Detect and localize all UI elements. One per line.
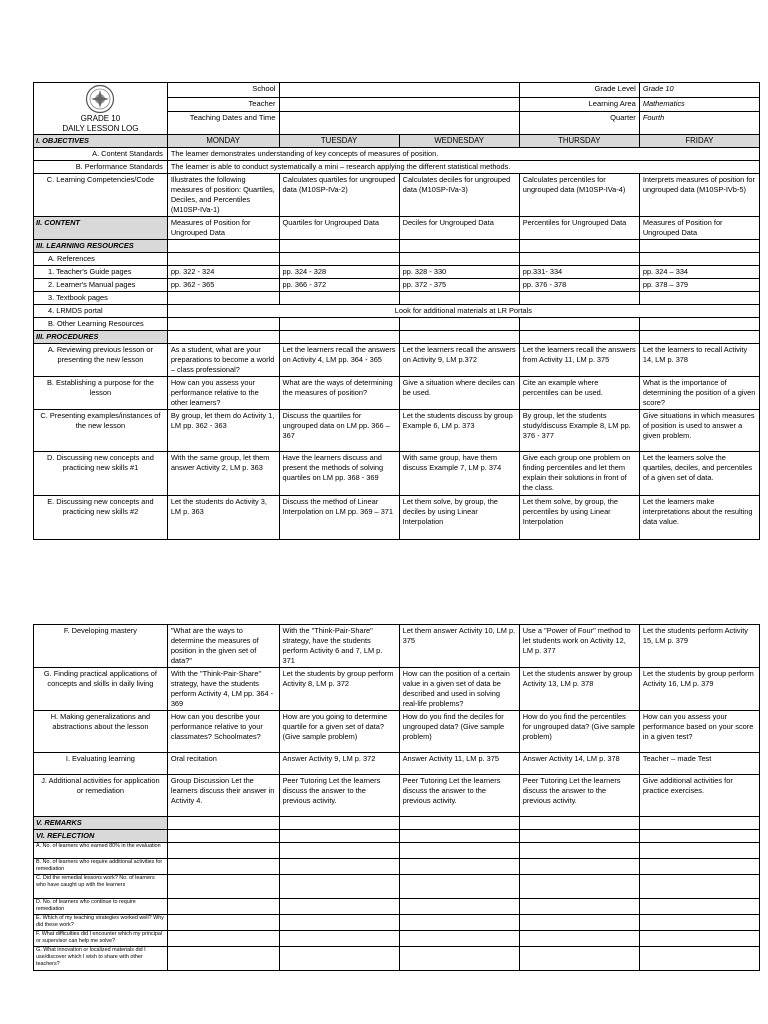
textbook-label: 3. Textbook pages bbox=[34, 292, 168, 305]
content-tuesday: Quartiles for Ungrouped Data bbox=[279, 217, 399, 240]
procedure-e-tuesday: Discuss the method of Linear Interpolation on LM pp. 369 – 371 bbox=[279, 496, 399, 540]
competency-wednesday: Calculates deciles for ungrouped data (M10SP-IVa-3) bbox=[399, 174, 519, 217]
field-value-teacher bbox=[279, 97, 519, 112]
reflection-b-label: B. No. of learners who require additional activities for remediation bbox=[34, 859, 168, 875]
procedure-h-label: H. Making generalizations and abstractions about the lesson bbox=[34, 711, 168, 753]
procedure-g-thursday: Let the students answer by group Activity 13, LM p. 378 bbox=[519, 668, 639, 711]
content-heading: II. CONTENT bbox=[34, 217, 168, 240]
lesson-log-page-2 bbox=[33, 624, 760, 971]
lm-wednesday: pp. 372 - 375 bbox=[399, 279, 519, 292]
lesson-log-table-1 bbox=[33, 82, 760, 540]
field-label-grade-level: Grade Level bbox=[519, 83, 639, 98]
resources-heading: III. LEARNING RESOURCES bbox=[34, 240, 168, 253]
reflection-c-label: C. Did the remedial lessons work? No. of learners who have caught up with the learners bbox=[34, 875, 168, 899]
procedure-i-friday: Teacher – made Test bbox=[639, 753, 759, 775]
procedure-j-wednesday: Peer Tutoring Let the learners discuss the answer to the previous activity. bbox=[399, 775, 519, 817]
day-friday: FRIDAY bbox=[639, 135, 759, 148]
procedure-i-wednesday: Answer Activity 11, LM p. 375 bbox=[399, 753, 519, 775]
other-resources-label: B. Other Learning Resources bbox=[34, 318, 168, 331]
lrmds-label: 4. LRMDS portal bbox=[34, 305, 168, 318]
procedure-e-friday: Let the learners make interpretations about the resulting data value. bbox=[639, 496, 759, 540]
procedure-b-wednesday: Give a situation where deciles can be used. bbox=[399, 377, 519, 410]
competency-monday: Illustrates the following measures of position: Quartiles, Deciles, and Percentiles (M10SP-IVa-1) bbox=[167, 174, 279, 217]
procedure-d-thursday: Give each group one problem on finding percentiles and let them explain their solutions in front of the class. bbox=[519, 452, 639, 496]
procedure-a-wednesday: Let the learners recall the answers on Activity 9, LM p.372 bbox=[399, 344, 519, 377]
teachers-guide-label: 1. Teacher's Guide pages bbox=[34, 266, 168, 279]
content-monday: Measures of Position for Ungrouped Data bbox=[167, 217, 279, 240]
procedure-d-tuesday: Have the learners discuss and present the methods of solving quartiles on LM pp. 368 - 369 bbox=[279, 452, 399, 496]
procedure-h-wednesday: How do you find the deciles for ungrouped data? (Give sample problem) bbox=[399, 711, 519, 753]
procedure-e-thursday: Let them solve, by group, the percentiles by using Linear Interpolation bbox=[519, 496, 639, 540]
deped-seal-logo bbox=[85, 84, 115, 114]
procedure-c-label: C. Presenting examples/instances of the new lesson bbox=[34, 410, 168, 452]
procedure-a-label: A. Reviewing previous lesson or presenting the new lesson bbox=[34, 344, 168, 377]
procedure-f-monday: "What are the ways to determine the measures of position in the given set of data?" bbox=[167, 625, 279, 668]
reflection-d-label: D. No. of learners who continue to require remediation bbox=[34, 899, 168, 915]
remarks-heading: V. REMARKS bbox=[34, 817, 168, 830]
procedure-c-wednesday: Let the students discuss by group Example 6, LM p. 373 bbox=[399, 410, 519, 452]
content-thursday: Percentiles for Ungrouped Data bbox=[519, 217, 639, 240]
procedure-f-thursday: Use a "Power of Four" method to let students work on Activity 12, LM p. 377 bbox=[519, 625, 639, 668]
header-title-block bbox=[34, 83, 168, 135]
field-label-quarter: Quarter bbox=[519, 112, 639, 135]
field-label-school: School bbox=[167, 83, 279, 98]
references-label: A. References bbox=[34, 253, 168, 266]
reflection-f-label: F. What difficulties did I encounter which my principal or supervisor can help me solve? bbox=[34, 931, 168, 947]
field-value-learning-area: Mathematics bbox=[639, 97, 759, 112]
procedure-i-tuesday: Answer Activity 9, LM p. 372 bbox=[279, 753, 399, 775]
competency-tuesday: Calculates quartiles for ungrouped data (M10SP-IVa-2) bbox=[279, 174, 399, 217]
procedure-e-monday: Let the students do Activity 3, LM p. 363 bbox=[167, 496, 279, 540]
procedure-f-wednesday: Let them answer Activity 10, LM p. 375 bbox=[399, 625, 519, 668]
procedure-e-label: E. Discussing new concepts and practicing new skills #2 bbox=[34, 496, 168, 540]
lesson-log-table-2 bbox=[33, 624, 760, 971]
procedure-j-tuesday: Peer Tutoring Let the learners discuss the answer to the previous activity. bbox=[279, 775, 399, 817]
procedure-h-friday: How can you assess your performance based on your score in a given test? bbox=[639, 711, 759, 753]
procedure-a-thursday: Let the learners recall the answers from Activity 11, LM p. 375 bbox=[519, 344, 639, 377]
procedure-b-label: B. Establishing a purpose for the lesson bbox=[34, 377, 168, 410]
procedure-i-thursday: Answer Activity 14, LM p. 378 bbox=[519, 753, 639, 775]
learners-manual-label: 2. Learner's Manual pages bbox=[34, 279, 168, 292]
procedure-j-monday: Group Discussion Let the learners discuss their answer in Activity 4. bbox=[167, 775, 279, 817]
tg-wednesday: pp. 328 - 330 bbox=[399, 266, 519, 279]
content-wednesday: Deciles for Ungrouped Data bbox=[399, 217, 519, 240]
competencies-label: C. Learning Competencies/Code bbox=[34, 174, 168, 217]
procedure-b-monday: How can you assess your performance relative to the other learners? bbox=[167, 377, 279, 410]
procedure-j-label: J. Additional activities for application or remediation bbox=[34, 775, 168, 817]
procedure-d-wednesday: With same group, have them discuss Example 7, LM p. 374 bbox=[399, 452, 519, 496]
procedure-f-tuesday: With the "Think-Pair-Share" strategy, have the students perform Activity 6 and 7, LM p. 371 bbox=[279, 625, 399, 668]
procedure-a-monday: As a student, what are your preparations to become a world – class professional? bbox=[167, 344, 279, 377]
reflection-a-label: A. No. of learners who earned 80% in the evaluation bbox=[34, 843, 168, 859]
procedure-j-friday: Give additional activities for practice exercises. bbox=[639, 775, 759, 817]
procedure-i-label: I. Evaluating learning bbox=[34, 753, 168, 775]
field-value-quarter: Fourth bbox=[639, 112, 759, 135]
procedure-e-wednesday: Let them solve, by group, the deciles by using Linear Interpolation bbox=[399, 496, 519, 540]
field-value-school bbox=[279, 83, 519, 98]
tg-monday: pp. 322 - 324 bbox=[167, 266, 279, 279]
procedure-b-tuesday: What are the ways of determining the measures of position? bbox=[279, 377, 399, 410]
procedure-c-monday: By group, let them do Activity 1, LM pp. 362 - 363 bbox=[167, 410, 279, 452]
tg-friday: pp. 324 – 334 bbox=[639, 266, 759, 279]
lm-tuesday: pp. 366 - 372 bbox=[279, 279, 399, 292]
procedure-f-friday: Let the students perform Activity 15, LM p. 379 bbox=[639, 625, 759, 668]
procedure-a-friday: Let the learners to recall Activity 14, LM p. 378 bbox=[639, 344, 759, 377]
day-thursday: THURSDAY bbox=[519, 135, 639, 148]
lm-monday: pp. 362 - 365 bbox=[167, 279, 279, 292]
competency-friday: Interprets measures of position for ungrouped data (M10SP-IVb-5) bbox=[639, 174, 759, 217]
procedure-a-tuesday: Let the learners recall the answers on Activity 4, LM pp. 364 - 365 bbox=[279, 344, 399, 377]
field-value-teaching-dates bbox=[279, 112, 519, 135]
tg-thursday: pp.331- 334 bbox=[519, 266, 639, 279]
reflection-g-label: G. What innovation or localized materials did I use/discover which I wish to share with other teachers? bbox=[34, 947, 168, 971]
competency-thursday: Calculates percentiles for ungrouped data (M10SP-IVa-4) bbox=[519, 174, 639, 217]
procedure-f-label: F. Developing mastery bbox=[34, 625, 168, 668]
procedure-h-monday: How can you describe your performance relative to your classmates? Schoolmates? bbox=[167, 711, 279, 753]
procedure-d-label: D. Discussing new concepts and practicing new skills #1 bbox=[34, 452, 168, 496]
procedure-c-tuesday: Discuss the quartiles for ungrouped data on LM pp. 366 – 367 bbox=[279, 410, 399, 452]
field-label-teaching-dates: Teaching Dates and Time bbox=[167, 112, 279, 135]
procedure-b-thursday: Cite an example where percentiles can be used. bbox=[519, 377, 639, 410]
procedure-g-label: G. Finding practical applications of concepts and skills in daily living bbox=[34, 668, 168, 711]
lm-thursday: pp. 376 - 378 bbox=[519, 279, 639, 292]
log-line: DAILY LESSON LOG bbox=[62, 124, 139, 133]
performance-standards-text: The learner is able to conduct systematically a mini – research applying the different statistical methods. bbox=[167, 161, 759, 174]
procedure-i-monday: Oral recitation bbox=[167, 753, 279, 775]
procedure-h-thursday: How do you find the percentiles for ungrouped data? (Give sample problem) bbox=[519, 711, 639, 753]
procedure-g-friday: Let the students by group perform Activity 16, LM p. 379 bbox=[639, 668, 759, 711]
procedure-b-friday: What is the importance of determining the position of a given score? bbox=[639, 377, 759, 410]
procedure-g-monday: With the "Think-Pair-Share" strategy, have the students perform Activity 4, LM pp. 364 - 369 bbox=[167, 668, 279, 711]
procedure-g-tuesday: Let the students by group perform Activity 8, LM p. 372 bbox=[279, 668, 399, 711]
field-value-grade-level: Grade 10 bbox=[639, 83, 759, 98]
procedure-d-friday: Let the learners solve the quartiles, deciles, and percentiles of a given set of data. bbox=[639, 452, 759, 496]
reflection-heading: VI. REFLECTION bbox=[34, 830, 168, 843]
procedure-c-thursday: By group, let the students study/discuss Example 8, LM pp. 376 - 377 bbox=[519, 410, 639, 452]
grade-line: GRADE 10 bbox=[80, 114, 121, 123]
tg-tuesday: pp. 324 - 328 bbox=[279, 266, 399, 279]
content-standards-text: The learner demonstrates understanding of key concepts of measures of position. bbox=[167, 148, 759, 161]
performance-standards-label: B. Performance Standards bbox=[34, 161, 168, 174]
objectives-heading: I. OBJECTIVES bbox=[34, 135, 168, 148]
procedures-heading: III. PROCEDURES bbox=[34, 331, 168, 344]
lesson-log-page-1 bbox=[33, 82, 760, 540]
field-label-learning-area: Learning Area bbox=[519, 97, 639, 112]
procedure-h-tuesday: How are you going to determine quartile for a given set of data? (Give sample problem) bbox=[279, 711, 399, 753]
day-monday: MONDAY bbox=[167, 135, 279, 148]
procedure-g-wednesday: How can the position of a certain value in a given set of data be described and used in solving real-life problems? bbox=[399, 668, 519, 711]
field-label-teacher: Teacher bbox=[167, 97, 279, 112]
procedure-d-monday: With the same group, let them answer Activity 2, LM p. 363 bbox=[167, 452, 279, 496]
day-tuesday: TUESDAY bbox=[279, 135, 399, 148]
day-wednesday: WEDNESDAY bbox=[399, 135, 519, 148]
procedure-j-thursday: Peer Tutoring Let the learners discuss the answer to the previous activity. bbox=[519, 775, 639, 817]
content-standards-label: A. Content Standards bbox=[34, 148, 168, 161]
lm-friday: pp. 378 – 379 bbox=[639, 279, 759, 292]
content-friday: Measures of Position for Ungrouped Data bbox=[639, 217, 759, 240]
lrmds-text: Look for additional materials at LR Portals bbox=[167, 305, 759, 318]
reflection-e-label: E. Which of my teaching strategies worked well? Why did these work? bbox=[34, 915, 168, 931]
procedure-c-friday: Give situations in which measures of position is used to answer a given problem. bbox=[639, 410, 759, 452]
